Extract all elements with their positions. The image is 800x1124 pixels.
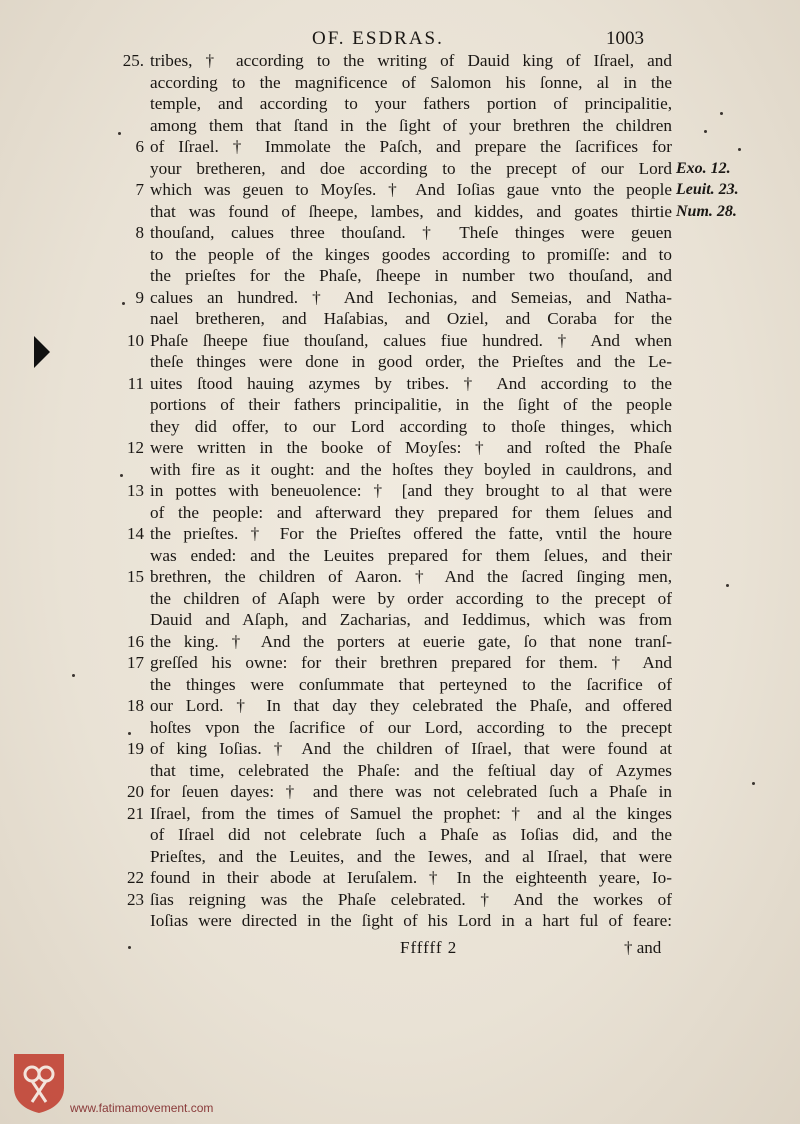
text-line <box>0 609 800 631</box>
line-text: Dauid and Aſaph, and Zacharias, and Ieddimus, which was from <box>150 610 672 629</box>
verse-number: 16 <box>127 631 144 651</box>
text-line <box>0 72 800 94</box>
line-text: uites ſtood hauing azymes by tribes. † And according to the <box>150 373 672 393</box>
text-line <box>0 287 800 309</box>
line-text: of king Ioſias. † And the children of Iſrael, that were found at <box>150 739 672 758</box>
ink-speck <box>122 302 125 305</box>
line-text: to the people of the kinges goodes according to promiſſe: and to <box>150 244 672 264</box>
line-text: among them that ſtand in the ſight of your brethren the children <box>150 115 672 135</box>
line-text: according to the magnificence of Salomon his ſonne, al in the <box>150 72 672 92</box>
text-line <box>0 545 800 567</box>
line-text: they did offer, to our Lord according to thoſe thinges, which <box>150 416 672 436</box>
verse-number: 6 <box>135 137 144 156</box>
ink-speck <box>720 112 723 115</box>
running-head <box>0 28 800 52</box>
text-line <box>0 222 800 244</box>
verse-number: 14 <box>127 524 144 543</box>
verse-number: 11 <box>127 373 144 393</box>
text-line <box>0 416 800 438</box>
text-line <box>0 824 800 846</box>
line-text: hoſtes vpon the ſacrifice of our Lord, according to the precept <box>150 717 672 737</box>
verse-number: 13 <box>127 481 144 500</box>
ink-speck <box>120 474 123 477</box>
verse-number: 25. <box>122 51 144 70</box>
line-text: theſe thinges were done in good order, the Prieſtes and the Le- <box>150 352 672 371</box>
line-text: were written in the booke of Moyſes: † and roſted the Phaſe <box>150 438 672 457</box>
line-text: temple, and according to your fathers portion of principalitie, <box>150 94 672 113</box>
margin-ink-mark <box>34 336 50 368</box>
text-line <box>0 717 800 739</box>
line-text: our Lord. † In that day they celebrated the Phaſe, and offered <box>150 696 672 715</box>
text-block <box>0 50 800 932</box>
text-line <box>0 330 800 352</box>
text-line <box>0 695 800 717</box>
text-line <box>0 867 800 889</box>
text-line <box>0 136 800 158</box>
line-text: of Iſrael did not celebrate ſuch a Phaſe as Ioſias did, and the <box>150 825 672 844</box>
line-text: that was found of ſheepe, lambes, and kiddes, and goates thirtie <box>150 201 672 221</box>
line-text: in pottes with beneuolence: † [and they brought to al that were <box>150 481 672 500</box>
line-text: ſias reigning was the Phaſe celebrated. † And the workes of <box>150 889 672 909</box>
page-number: 1003 <box>606 28 644 49</box>
ink-speck <box>738 148 741 151</box>
line-text: tribes, † according to the writing of Dauid king of Iſrael, and <box>150 51 672 70</box>
papal-keys-logo-icon <box>10 1052 68 1114</box>
line-text: your bretheren, and doe according to the precept of our Lord <box>150 158 672 178</box>
text-line <box>0 910 800 932</box>
text-line <box>0 244 800 266</box>
line-text: the prieſtes. † For the Prieſtes offered the fatte, vntil the houre <box>150 524 672 543</box>
verse-number: 17 <box>127 653 144 672</box>
text-line <box>0 803 800 825</box>
line-text: of Iſrael. † Immolate the Paſch, and prepare the ſacrifices for <box>150 137 672 156</box>
line-text: the thinges were conſummate that perteyned to the ſacrifice of <box>150 674 672 694</box>
verse-number: 15 <box>127 567 144 586</box>
line-text: with fire as it ought: and the hoſtes they boyled in cauldrons, and <box>150 459 672 479</box>
line-text: Prieſtes, and the Leuites, and the Iewes, and al Iſrael, that were <box>150 846 672 866</box>
line-text: found in their abode at Ieruſalem. † In the eighteenth yeare, Io- <box>150 868 672 887</box>
verse-number: 12 <box>127 438 144 457</box>
text-line <box>0 201 800 223</box>
verse-number: 19 <box>127 739 144 758</box>
text-line <box>0 738 800 760</box>
ink-speck <box>726 584 729 587</box>
verse-number: 20 <box>127 782 144 801</box>
text-line <box>0 631 800 653</box>
text-line <box>0 566 800 588</box>
text-line <box>0 308 800 330</box>
line-text: the prieſtes for the Phaſe, ſheepe in number two thouſand, and <box>150 266 672 285</box>
margin-reference: Num. 28. <box>676 202 737 220</box>
margin-reference: Exo. 12. <box>676 159 731 177</box>
verse-number: 21 <box>127 803 144 823</box>
signature-mark: Ffffff 2 <box>400 938 458 957</box>
line-text: calues an hundred. † And Iechonias, and Semeias, and Natha- <box>150 287 672 307</box>
verse-number: 8 <box>135 223 144 242</box>
line-text: Phaſe ſheepe fiue thouſand, calues fiue hundred. † And when <box>150 330 672 350</box>
watermark-url[interactable]: www.fatimamovement.com <box>70 1101 214 1115</box>
line-text: the children of Aſaph were by order according to the precept of <box>150 588 672 608</box>
text-line <box>0 351 800 373</box>
line-text: Iſrael, from the times of Samuel the prophet: † and al the kinges <box>150 803 672 823</box>
text-line <box>0 179 800 201</box>
line-text: portions of their fathers principalitie, in the ſight of the people <box>150 395 672 414</box>
text-line <box>0 50 800 72</box>
text-line <box>0 373 800 395</box>
line-text: greſſed his owne: for their brethren prepared for them. † And <box>150 653 672 672</box>
ink-speck <box>118 132 121 135</box>
verse-number: 9 <box>135 287 144 307</box>
line-text: nael bretheren, and Haſabias, and Oziel, and Coraba for the <box>150 309 672 328</box>
verse-number: 22 <box>127 868 144 887</box>
verse-number: 10 <box>127 330 144 350</box>
text-line <box>0 674 800 696</box>
ink-speck <box>128 732 131 735</box>
text-line <box>0 588 800 610</box>
catchline <box>0 938 800 960</box>
line-text: was ended: and the Leuites prepared for them ſelues, and their <box>150 545 672 565</box>
margin-reference: Leuit. 23. <box>676 181 739 198</box>
verse-number: 7 <box>135 180 144 199</box>
line-text: that time, celebrated the Phaſe: and the feſtiual day of Azymes <box>150 760 672 780</box>
text-line <box>0 265 800 287</box>
text-line <box>0 480 800 502</box>
line-text: brethren, the children of Aaron. † And the ſacred ſinging men, <box>150 567 672 586</box>
text-line <box>0 93 800 115</box>
line-text: the king. † And the porters at euerie gate, ſo that none tranſ- <box>150 631 672 651</box>
text-line <box>0 437 800 459</box>
text-line <box>0 523 800 545</box>
ink-speck <box>72 674 75 677</box>
text-line <box>0 760 800 782</box>
text-line <box>0 781 800 803</box>
text-line <box>0 889 800 911</box>
catchword: † and <box>624 938 662 957</box>
text-line <box>0 158 800 180</box>
line-text: for ſeuen dayes: † and there was not celebrated ſuch a Phaſe in <box>150 782 672 801</box>
text-line <box>0 846 800 868</box>
ink-speck <box>752 782 755 785</box>
line-text: thouſand, calues three thouſand. † Theſe thinges were geuen <box>150 223 672 242</box>
text-line <box>0 652 800 674</box>
line-text: Ioſias were directed in the ſight of his Lord in a hart ful of feare: <box>150 911 672 930</box>
line-text: which was geuen to Moyſes. † And Ioſias gaue vnto the people <box>150 180 672 199</box>
verse-number: 18 <box>127 696 144 715</box>
text-line <box>0 502 800 524</box>
line-text: of the people: and afterward they prepared for them ſelues and <box>150 502 672 522</box>
verse-number: 23 <box>127 889 144 909</box>
running-title: OF. ESDRAS. <box>312 28 444 49</box>
ink-speck <box>704 130 707 133</box>
text-line <box>0 394 800 416</box>
